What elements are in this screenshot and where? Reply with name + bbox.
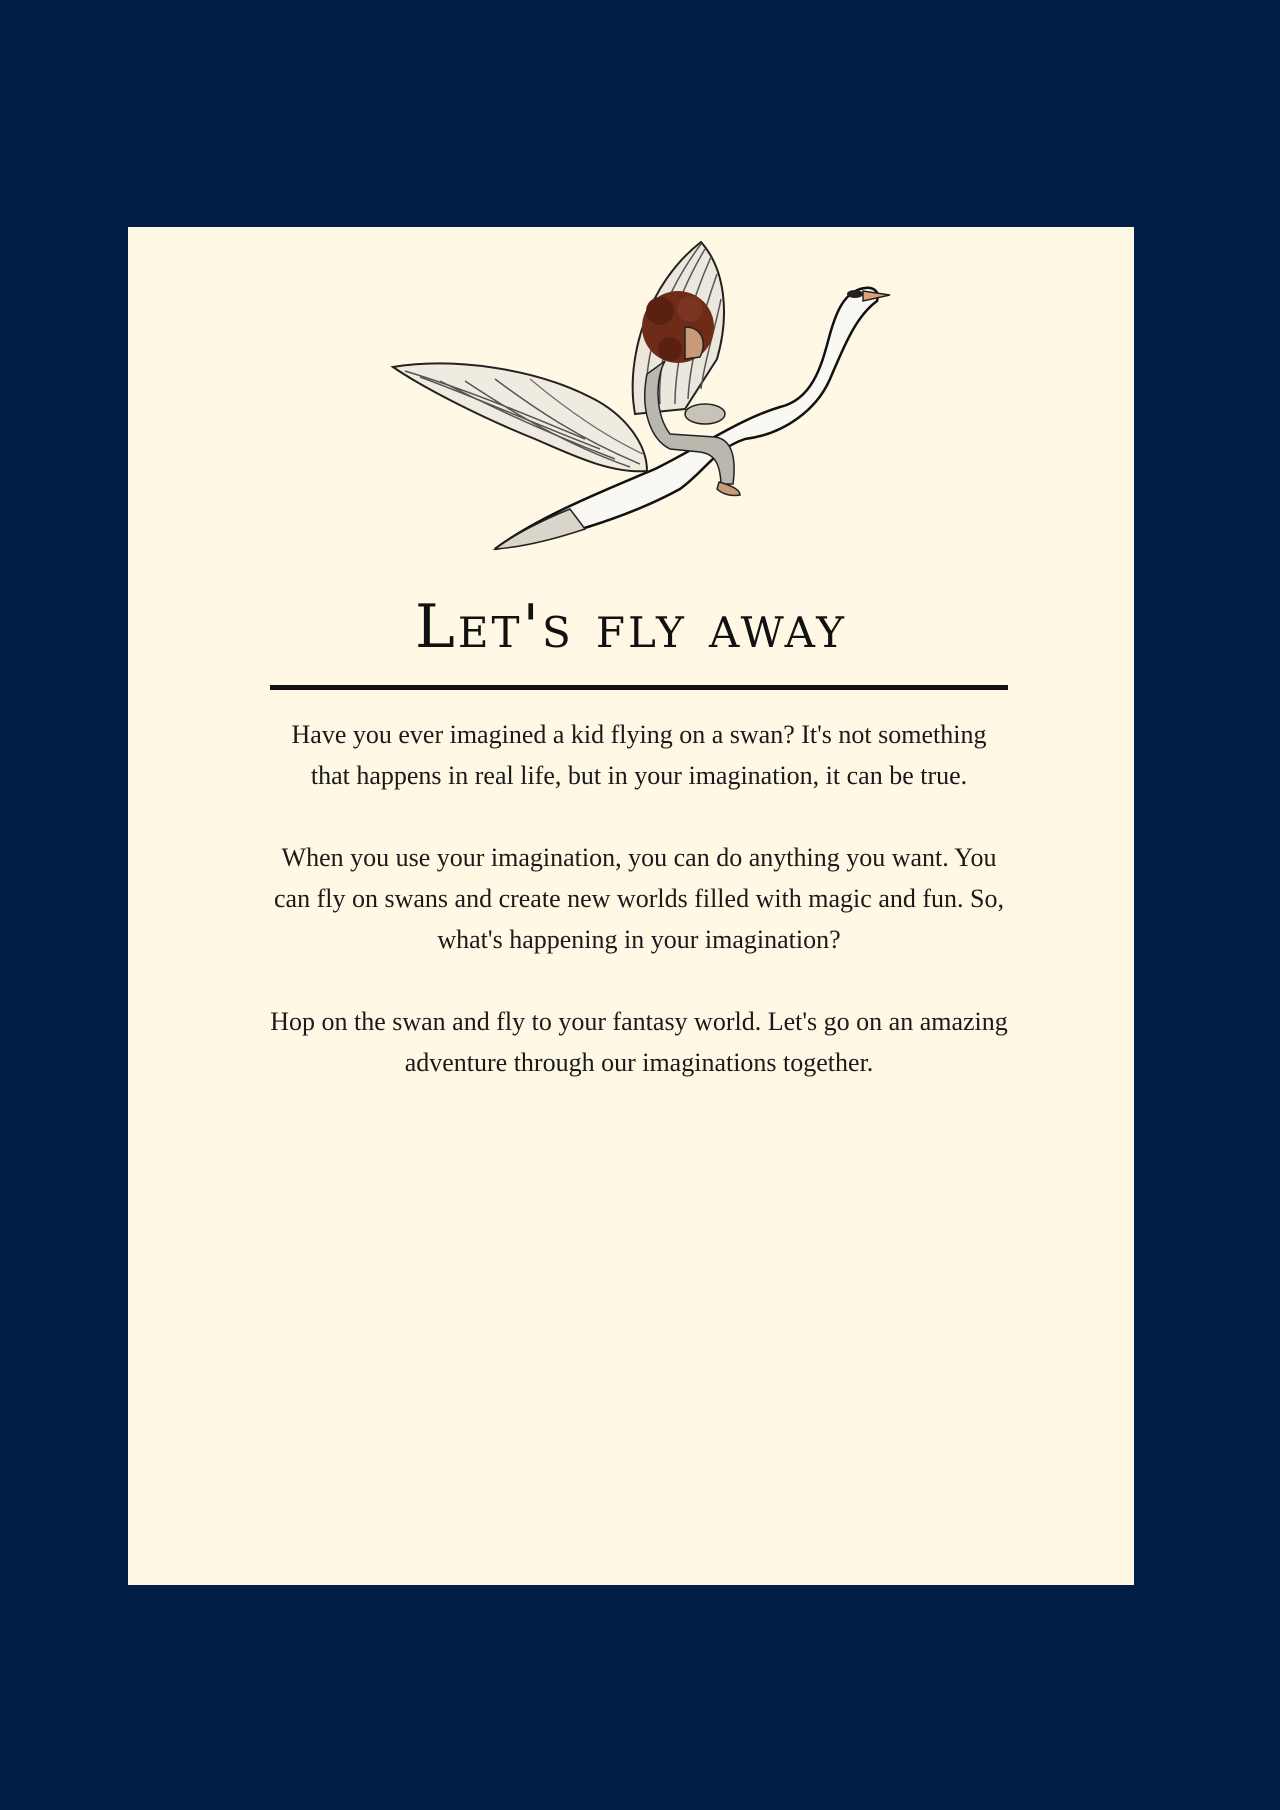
story-text — [270, 714, 1008, 1124]
swan-eye — [847, 290, 863, 298]
title-divider — [270, 685, 1008, 690]
paragraph-2: When you use your imagination, you can do anything you want. You can fly on swans and create new worlds filled with magic and fun. So, what's happening in your imagination? — [274, 843, 1004, 954]
page-title: Let's fly away — [414, 592, 848, 662]
paragraph-1: Have you ever imagined a kid flying on a swan? It's not something that happens in real life, but in your imagination, it can be true. — [291, 720, 987, 790]
swan-tail — [495, 509, 585, 549]
swan-front-wing — [393, 364, 647, 472]
paragraph-3: Hop on the swan and fly to your fantasy world. Let's go on an amazing adventure through our imaginations together. — [270, 1007, 1008, 1077]
swan-rider-illustration — [385, 239, 1005, 559]
story-page — [128, 227, 1134, 1585]
